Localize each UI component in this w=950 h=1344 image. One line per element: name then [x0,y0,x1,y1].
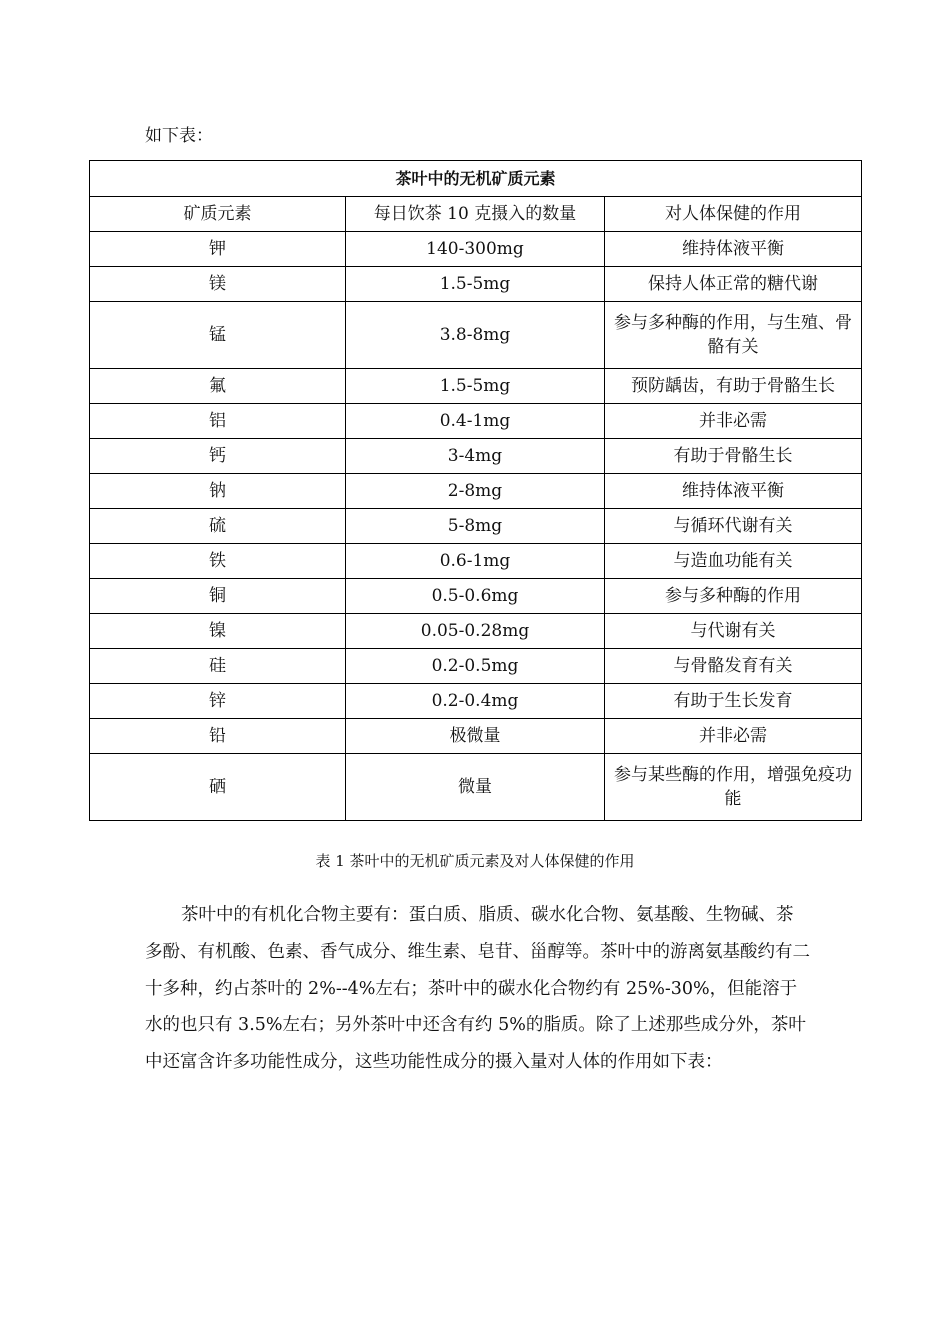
cell-effect: 维持体液平衡 [605,474,862,509]
cell-effect: 参与多种酶的作用 [605,579,862,614]
table-row [90,369,862,404]
cell-element: 钙 [90,439,346,474]
cell-element: 镍 [90,614,346,649]
cell-element: 硒 [90,754,346,821]
cell-amount: 3.8-8mg [346,302,605,369]
cell-amount: 3-4mg [346,439,605,474]
cell-amount: 1.5-5mg [346,267,605,302]
table-row [90,474,862,509]
cell-amount: 1.5-5mg [346,369,605,404]
cell-effect: 并非必需 [605,404,862,439]
cell-effect: 预防龋齿，有助于骨骼生长 [605,369,862,404]
table-row [90,544,862,579]
cell-element: 镁 [90,267,346,302]
cell-element: 钠 [90,474,346,509]
cell-effect: 保持人体正常的糖代谢 [605,267,862,302]
cell-effect: 有助于生长发育 [605,684,862,719]
cell-effect: 与造血功能有关 [605,544,862,579]
cell-effect: 与循环代谢有关 [605,509,862,544]
cell-effect: 与代谢有关 [605,614,862,649]
column-header-amount: 每日饮茶 10 克摄入的数量 [346,197,605,232]
cell-amount: 0.4-1mg [346,404,605,439]
table-row [90,649,862,684]
table-row [90,754,862,821]
cell-element: 硅 [90,649,346,684]
table-row [90,719,862,754]
cell-element: 铅 [90,719,346,754]
table-row [90,614,862,649]
cell-amount: 0.05-0.28mg [346,614,605,649]
cell-amount: 0.6-1mg [346,544,605,579]
table-row [90,302,862,369]
column-header-effect: 对人体保健的作用 [605,197,862,232]
cell-amount: 0.2-0.5mg [346,649,605,684]
cell-amount: 2-8mg [346,474,605,509]
cell-element: 铁 [90,544,346,579]
cell-amount: 5-8mg [346,509,605,544]
cell-effect: 并非必需 [605,719,862,754]
body-paragraph: 茶叶中的有机化合物主要有：蛋白质、脂质、碳水化合物、氨基酸、生物碱、茶多酚、有机酸、色素、香气成分、维生素、皂苷、甾醇等。茶叶中的游离氨基酸约有二十多种，约占茶叶的 2%--4%左右；茶叶中的碳水化合物约有 25%-30%，但能溶于水的也只有 3.5%左右；另外茶叶中还含有约 5%的脂质。除了上述那些成分外，茶叶中还富含许多功能性成分，这些功能性成分的摄入量对人体的作用如下表： [145,905,810,1073]
cell-amount: 0.5-0.6mg [346,579,605,614]
table-row [90,232,862,267]
cell-effect: 与骨骼发育有关 [605,649,862,684]
mineral-table [89,160,862,821]
table-row [90,684,862,719]
cell-element: 铜 [90,579,346,614]
table-row [90,267,862,302]
cell-amount: 0.2-0.4mg [346,684,605,719]
cell-amount: 极微量 [346,719,605,754]
cell-effect: 参与多种酶的作用，与生殖、骨骼有关 [605,302,862,369]
cell-element: 锰 [90,302,346,369]
cell-element: 钾 [90,232,346,267]
table-row [90,579,862,614]
cell-effect: 维持体液平衡 [605,232,862,267]
intro-text: 如下表： [145,126,213,146]
cell-amount: 微量 [346,754,605,821]
cell-element: 锌 [90,684,346,719]
column-header-element: 矿质元素 [90,197,346,232]
table-row [90,439,862,474]
table-row [90,509,862,544]
table-title: 茶叶中的无机矿质元素 [90,161,862,197]
cell-amount: 140-300mg [346,232,605,267]
cell-effect: 参与某些酶的作用，增强免疫功能 [605,754,862,821]
cell-element: 铝 [90,404,346,439]
cell-element: 硫 [90,509,346,544]
cell-element: 氟 [90,369,346,404]
cell-effect: 有助于骨骼生长 [605,439,862,474]
table-row [90,404,862,439]
table-caption: 表 1 茶叶中的无机矿质元素及对人体保健的作用 [315,852,635,870]
